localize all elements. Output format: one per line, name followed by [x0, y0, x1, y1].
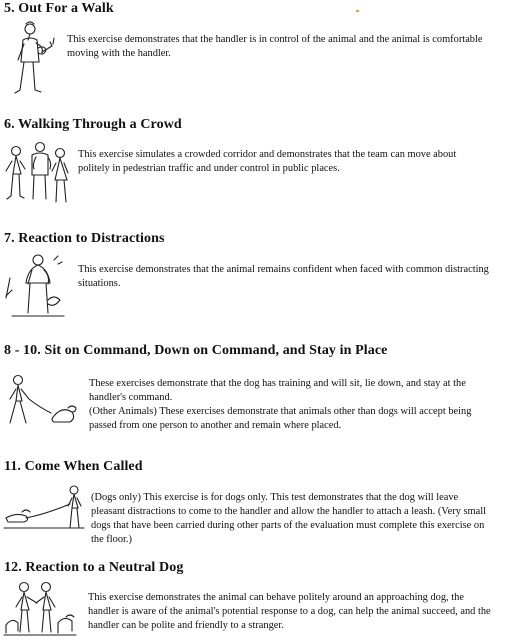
- section-description: [89, 377, 471, 433]
- description-line: handler's command.: [89, 392, 173, 403]
- distraction-illustration: [2, 250, 74, 325]
- description-line: This exercise demonstrates that the handler is in control of the animal and the animal is comfortable: [67, 34, 483, 45]
- description-line: politely in pedestrian traffic and under control in public places.: [78, 163, 340, 174]
- section-description: [88, 591, 491, 633]
- description-line: pleasant distractions to come to the handler and allow the handler to attach a leash. (Very small: [91, 506, 487, 517]
- section-description: [78, 148, 456, 176]
- description-line: dogs that have been carried during other parts of the evaluation must complete this exercise on: [91, 520, 485, 531]
- description-line: This exercise demonstrates that the animal remains confident when faced with common distracting: [78, 264, 489, 275]
- description-line: handler can be polite and friendly to a stranger.: [88, 620, 284, 631]
- description-line: These exercises demonstrate that the dog has training and will sit, lie down, and stay at the: [89, 378, 466, 389]
- two-handlers-with-dogs-illustration: [2, 579, 78, 639]
- description-line: (Dogs only) This exercise is for dogs only. This test demonstrates that the dog will leave: [91, 492, 459, 503]
- dog-coming-to-handler-illustration: [2, 484, 88, 532]
- section-description: [91, 491, 486, 547]
- description-line: handler is aware of the animal's potential response to a dog, can help the animal succeed, and the: [88, 606, 491, 617]
- section-title: 7. Reaction to Distractions: [4, 231, 165, 246]
- section-come-when-called: [0, 458, 516, 558]
- section-title: 12. Reaction to a Neutral Dog: [4, 560, 184, 575]
- section-sit-down-stay: [0, 342, 516, 460]
- handler-with-sitting-dog-illustration: [2, 372, 82, 430]
- description-line: moving with the handler.: [67, 48, 171, 59]
- section-title: 5. Out For a Walk: [4, 1, 114, 16]
- description-line: This exercise simulates a crowded corridor and demonstrates that the team can move about: [78, 149, 457, 160]
- section-out-for-a-walk: [0, 0, 516, 110]
- description-line: situations.: [78, 278, 121, 289]
- section-title: 11. Come When Called: [4, 459, 143, 474]
- description-line: passed from one person to another and remain where placed.: [89, 420, 342, 431]
- section-title: 6. Walking Through a Crowd: [4, 117, 182, 132]
- section-reaction-to-distractions: [0, 230, 516, 340]
- description-line: (Other Animals) These exercises demonstrate that animals other than dogs will accept being: [89, 406, 472, 417]
- section-title: 8 - 10. Sit on Command, Down on Command, and Stay in Place: [4, 343, 388, 358]
- description-line: This exercise demonstrates the animal can behave politely around an approaching dog, the: [88, 592, 464, 603]
- section-description: [78, 263, 489, 291]
- description-line: the floor.): [91, 534, 132, 545]
- section-reaction-to-neutral-dog: [0, 559, 516, 640]
- handler-with-animal-illustration: [2, 18, 58, 98]
- section-description: [67, 33, 483, 61]
- crowd-illustration: [2, 139, 74, 214]
- section-walking-through-a-crowd: [0, 115, 516, 230]
